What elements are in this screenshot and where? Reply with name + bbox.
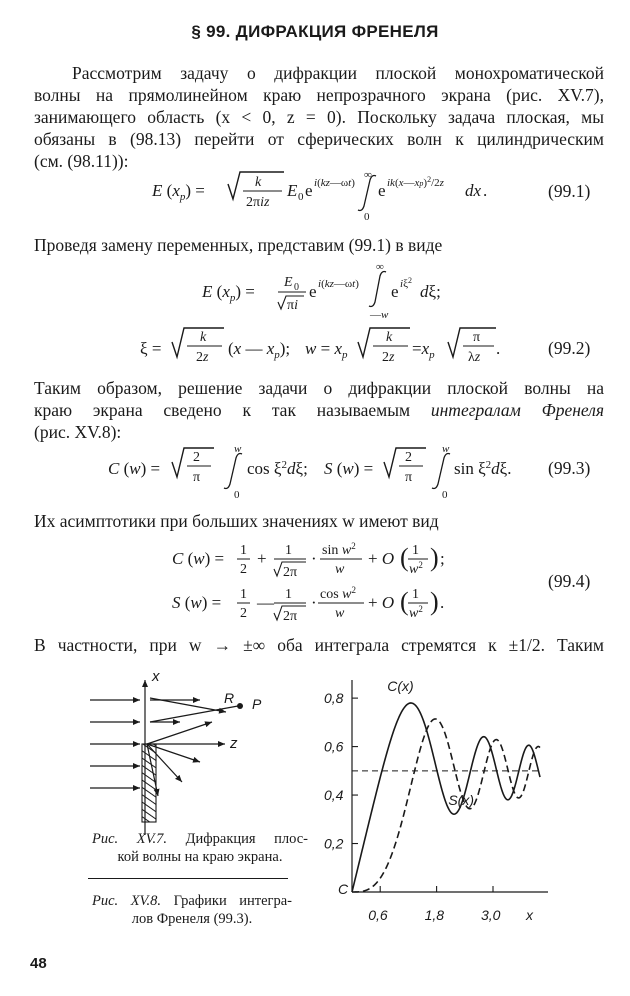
svg-text:2π: 2π [283, 609, 298, 624]
svg-text:+: + [257, 549, 267, 568]
svg-text:S (w) =: S (w) = [172, 593, 222, 612]
svg-text:.: . [483, 181, 488, 200]
paragraph-3-line-2-text: краю экрана сведено к так называемым [34, 400, 431, 420]
xv7-z-axis-label: z [230, 735, 238, 752]
svg-text:·: · [311, 593, 317, 612]
svg-text:dx: dx [465, 181, 482, 200]
svg-text:1: 1 [285, 587, 292, 602]
xv7-r-label: R [224, 690, 235, 706]
paragraph-1-line-2: волны на прямолинейном краю непрозрачного экрана (рис. XV.7), [34, 85, 604, 105]
section-title: § 99. ДИФРАКЦИЯ ФРЕНЕЛЯ [191, 22, 439, 41]
svg-text:iξ2: $i\xi^2$ [400, 276, 412, 290]
paragraph-1-line-5: (см. (98.11)): [34, 151, 129, 171]
svg-text:w: w [335, 562, 345, 577]
svg-text:k: k [255, 175, 262, 190]
chart-x-tick-label: 1,8 [424, 907, 445, 923]
svg-text:1: 1 [285, 543, 292, 558]
paragraph-1-line-1: Рассмотрим задачу о дифракции плоской монохроматической [72, 63, 604, 83]
svg-text:1: 1 [240, 543, 247, 558]
svg-text:e: e [378, 181, 386, 200]
svg-text:E: E [287, 181, 298, 200]
chart-x-tick-label: 0,6 [368, 907, 388, 923]
series-s-line [352, 719, 540, 892]
svg-text:1: 1 [412, 543, 419, 558]
svg-text:.: . [496, 339, 501, 358]
svg-text:): ) [430, 543, 439, 572]
svg-text:2z: 2z [196, 350, 209, 365]
svg-text:+ O: + O [368, 549, 395, 568]
svg-text:∞: ∞ [376, 261, 384, 273]
svg-text:cos ξ2dξ;: $\cos \xi^2d\xi$; [247, 459, 308, 478]
paragraph-1-line-3: занимающего область (x < 0, z = 0). Поскольку задача плоская, мы [34, 107, 604, 127]
svg-text:k: k [386, 330, 393, 345]
caption-xv7-line-2: кой волны на краю экрана. [117, 849, 283, 865]
chart-y-tick-label: 0,2 [324, 835, 344, 852]
equation-99-1-number: (99.1) [548, 181, 591, 201]
xv7-x-axis-label: x [152, 668, 160, 685]
svg-text:π: π [193, 470, 201, 485]
svg-text:): ) [430, 587, 439, 616]
svg-text:C (w) =: C (w) = [108, 459, 161, 478]
svg-text:2: 2 [240, 562, 247, 577]
svg-text:+ O: + O [368, 593, 395, 612]
svg-text:e: e [309, 282, 317, 301]
svg-text:ik(x—xp)2/2z: ik(x—xp)$^2$/2z [387, 175, 444, 189]
chart-origin-label: C [338, 881, 349, 897]
svg-text:k: k [200, 330, 207, 345]
svg-text:E: E [284, 275, 293, 290]
paragraph-1-line-4: обязаны в (98.13) перейти от сферических волн к цилиндрическим [34, 129, 604, 149]
svg-text:2z: 2z [382, 350, 395, 365]
svg-text:sin ξ2dξ.: $\sin \xi^2d\xi$. [454, 459, 512, 478]
equation-99-3-number: (99.3) [548, 458, 591, 478]
svg-text:∞: ∞ [364, 169, 372, 181]
svg-text:πi: πi [287, 298, 298, 313]
svg-text:ξ =: ξ = [140, 339, 162, 358]
svg-text:e: e [305, 181, 313, 200]
xv7-p-label: P [252, 696, 262, 712]
svg-text:0: 0 [234, 489, 240, 501]
caption-xv7-line-1: Дифракция плос- [185, 831, 308, 847]
paragraph-3-line-3: (рис. XV.8): [34, 422, 122, 442]
fresnel-integrals-term: интегралам Френеля [430, 400, 604, 420]
paragraph-3-line-1: Таким образом, решение задачи о дифракции плоской волны на [34, 378, 604, 398]
chart-y-tick-label: 0,6 [324, 738, 344, 755]
svg-text:(: ( [400, 543, 409, 572]
caption-xv7-prefix: Рис. XV.7. [92, 831, 168, 847]
chart-y-tick-label: 0,8 [324, 690, 344, 707]
svg-text:2: 2 [405, 450, 412, 465]
svg-text:w: w [234, 443, 242, 455]
svg-text:(: ( [400, 587, 409, 616]
svg-text:π: π [405, 470, 413, 485]
svg-text:0: 0 [298, 191, 304, 203]
series-c-label: C(x) [387, 677, 414, 694]
svg-text:λz: λz [468, 350, 481, 365]
svg-text:w: w [335, 606, 345, 621]
series-c-line [352, 703, 540, 892]
svg-text:π: π [473, 330, 481, 345]
chart-x-tick-label: 3,0 [481, 907, 501, 923]
svg-text:w2: $w^2$ [409, 560, 423, 577]
page-number: 48 [30, 955, 47, 972]
svg-text:i(kz—ωt): i(kz—ωt) [314, 177, 355, 189]
chart-y-tick-label: 0,4 [324, 787, 344, 804]
svg-text:—: — [257, 593, 274, 612]
svg-text:;: ; [440, 549, 445, 568]
caption-xv8-prefix: Рис. XV.8. [92, 893, 162, 909]
caption-xv8-line-2: лов Френеля (99.3). [131, 911, 253, 927]
svg-text:S (w) =: S (w) = [324, 459, 374, 478]
svg-text:2π: 2π [283, 565, 298, 580]
paragraph-2: Проведя замену переменных, представим (99.1) в виде [34, 235, 443, 255]
svg-text:2: 2 [193, 450, 200, 465]
svg-text:dξ;: dξ; [420, 282, 441, 301]
svg-text:sin w2: $\sin w^2$ [322, 541, 356, 558]
svg-text:0: 0 [364, 211, 370, 223]
svg-text:.: . [440, 593, 445, 612]
svg-text:E (xp) =: E $(x_p)$ = [152, 181, 205, 203]
svg-text:i(kz—ωt): i(kz—ωt) [318, 278, 359, 290]
svg-text:1: 1 [412, 587, 419, 602]
svg-text:cos w2: $\cos w^2$ [320, 585, 357, 602]
equation-99-2-number: (99.2) [548, 338, 591, 358]
svg-text:(x — xp);: (x — $x_p$); [228, 339, 291, 361]
svg-text:w = xp: $w = x_p$ [305, 339, 348, 361]
svg-text:0: 0 [294, 282, 299, 293]
equation-99-4-number: (99.4) [548, 571, 591, 591]
paragraph-4: Их асимптотики при больших значениях w имеют вид [34, 511, 439, 531]
svg-text:w: w [442, 443, 450, 455]
svg-text:0: 0 [442, 489, 448, 501]
svg-text:w2: $w^2$ [409, 604, 423, 621]
svg-text:1: 1 [240, 587, 247, 602]
svg-text:C (w) =: C (w) = [172, 549, 225, 568]
svg-text:—w: —w [370, 309, 389, 321]
svg-text:=xp: $=x_p$ [412, 339, 435, 361]
svg-text:E (xp) =: E $(x_p)$ = [202, 282, 255, 304]
paragraph-5: В частности, при w → ±∞ оба интеграла стремятся к ±1/2. Таким [34, 635, 604, 655]
svg-text:2πiz: 2πiz [246, 195, 270, 210]
svg-text:e: e [391, 282, 399, 301]
caption-xv8-line-1: Графики интегра- [173, 893, 293, 909]
chart-x-axis-label: x [526, 907, 533, 923]
series-s-label: S(x) [448, 791, 475, 808]
svg-text:2: 2 [240, 606, 247, 621]
svg-text:·: · [311, 549, 317, 568]
